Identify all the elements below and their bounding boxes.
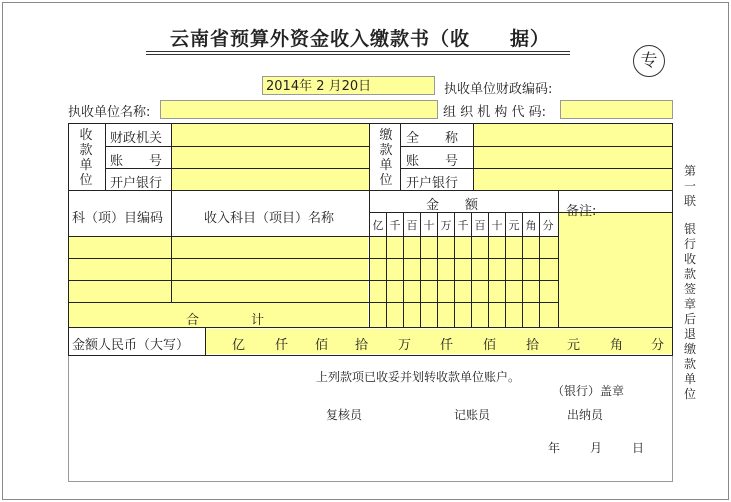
table-rule <box>205 327 206 356</box>
digit-jiao: 角 <box>525 219 537 232</box>
org-code-label: 组 织 机 构 代 码: <box>443 105 547 120</box>
cashier-label: 出纳员 <box>567 408 604 422</box>
capital-label: 金额人民币（大写） <box>72 338 190 353</box>
payer-account-field[interactable] <box>474 147 672 168</box>
cap-shi2: 拾 <box>526 338 540 353</box>
payee-account-field[interactable] <box>171 147 369 168</box>
table-rule <box>105 123 106 191</box>
remark-label: 备注: <box>566 204 597 219</box>
digit-qian: 千 <box>389 219 401 232</box>
table-rule <box>68 123 69 356</box>
date-field[interactable]: 2014年 2 月20日 <box>262 76 435 95</box>
digit-wan: 万 <box>440 219 452 232</box>
amount-digits-area[interactable] <box>369 237 558 327</box>
item-code-header: 科（项）目编码 <box>72 211 164 226</box>
cap-bai: 佰 <box>315 338 329 353</box>
cap-qian: 仟 <box>275 338 289 353</box>
table-rule <box>672 123 673 356</box>
cap-fen: 分 <box>651 338 665 353</box>
payer-name-label: 全 称 <box>406 131 459 146</box>
table-rule <box>171 123 172 191</box>
form-title: 云南省预算外资金收入缴款书（收 据） <box>170 28 551 50</box>
bank-seal-label: （银行）盖章 <box>552 384 625 398</box>
table-rule <box>171 190 172 237</box>
table-rule <box>369 212 673 213</box>
table-rule <box>68 258 559 259</box>
cap-yi: 亿 <box>232 338 246 353</box>
footer-year: 年 <box>548 441 561 455</box>
confirm-text: 上列款项已收妥并划转收款单位账户。 <box>316 370 521 384</box>
copy-desc-label: 银行收款签章后退缴款单位 <box>683 222 696 401</box>
cap-yuan: 元 <box>567 338 581 353</box>
payer-side-label: 缴款单位 <box>379 128 393 188</box>
payee-account-label: 账 号 <box>110 154 163 169</box>
collector-name-field[interactable] <box>160 100 438 119</box>
table-rule <box>473 123 474 191</box>
amount-header: 金 额 <box>426 198 479 213</box>
payer-account-label: 账 号 <box>406 154 459 169</box>
bookkeeper-label: 记账员 <box>454 408 491 422</box>
cap-wan: 万 <box>398 338 412 353</box>
digit-bai: 百 <box>406 219 418 232</box>
table-rule <box>68 356 69 481</box>
table-rule <box>68 302 559 303</box>
table-rule <box>672 356 673 481</box>
footer-day: 日 <box>632 441 645 455</box>
digit-fen: 分 <box>542 219 554 232</box>
table-rule <box>68 327 673 328</box>
table-rule <box>68 236 559 237</box>
table-rule <box>171 236 172 303</box>
digit-shi2: 十 <box>491 219 503 232</box>
table-rule <box>400 146 673 147</box>
collector-finance-code-label: 执收单位财政编码: <box>444 82 553 97</box>
table-rule <box>369 123 370 191</box>
title-underline-2 <box>146 54 570 55</box>
table-rule <box>68 355 673 356</box>
digit-shi: 十 <box>423 219 435 232</box>
special-stamp: 专 <box>633 45 665 77</box>
payee-finance-field[interactable] <box>171 124 369 146</box>
cap-shi: 拾 <box>355 338 369 353</box>
cap-jiao: 角 <box>610 338 624 353</box>
cap-qian2: 仟 <box>440 338 454 353</box>
remark-field[interactable] <box>559 213 672 327</box>
payer-name-field[interactable] <box>474 124 672 146</box>
payee-bank-field[interactable] <box>171 169 369 190</box>
digit-bai2: 百 <box>474 219 486 232</box>
table-rule <box>68 481 673 482</box>
footer-month: 月 <box>590 441 603 455</box>
payer-bank-label: 开户银行 <box>406 176 459 191</box>
item-name-header: 收入科目（项目）名称 <box>204 211 335 226</box>
digit-qian2: 千 <box>457 219 469 232</box>
digit-yuan: 元 <box>508 219 520 232</box>
payee-side-label: 收款单位 <box>79 128 93 188</box>
total-label: 合 计 <box>186 313 265 328</box>
digit-yi: 亿 <box>372 219 384 232</box>
table-rule <box>68 280 559 281</box>
payee-bank-label: 开户银行 <box>110 176 163 191</box>
copy-number-label: 第一联 <box>683 164 696 208</box>
title-underline <box>146 51 570 52</box>
org-code-field[interactable] <box>560 100 673 119</box>
collector-name-label: 执收单位名称: <box>68 105 151 120</box>
payee-finance-label: 财政机关 <box>110 131 163 146</box>
table-rule <box>105 146 370 147</box>
table-rule <box>68 123 673 124</box>
reviewer-label: 复核员 <box>326 408 363 422</box>
table-rule <box>400 123 401 191</box>
cap-bai2: 佰 <box>483 338 497 353</box>
payer-bank-field[interactable] <box>474 169 672 190</box>
